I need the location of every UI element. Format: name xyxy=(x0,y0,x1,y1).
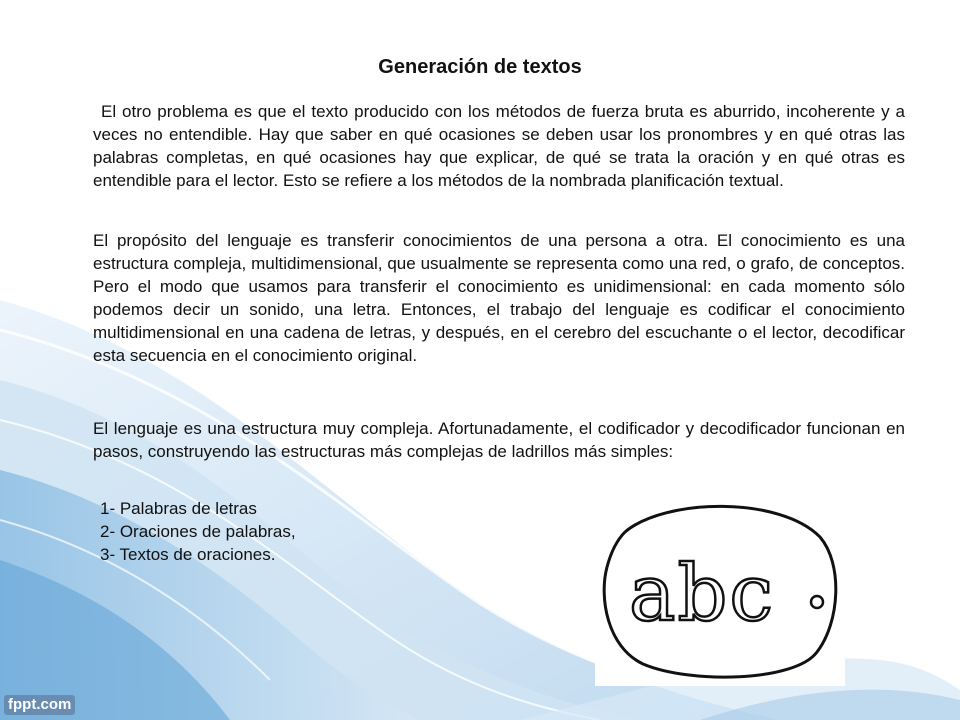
slide-title: Generación de textos xyxy=(378,56,582,78)
abc-text: abc xyxy=(629,549,776,639)
list-item: 1- Palabras de letras xyxy=(100,499,257,518)
paragraph-2: El propósito del lenguaje es transferir conocimientos de una persona a otra. El conocimiento es una estructura compleja, multidimensional, que usualmente se representa como una red, o grafo, de conceptos. Pero el modo que usamos para transferir el conocimiento es unidimensional: en cada momento sólo podemos decir un sonido, una letra. Entonces, el trabajo del lenguaje es codificar el conocimiento multidimensional en una cadena de letras, y después, en el cerebro del escuchante o el lector, decodificar esta secuencia en el conocimiento original. xyxy=(93,231,905,365)
fppt-watermark: fppt.com xyxy=(4,695,75,715)
abc-drawing xyxy=(595,492,845,686)
list-item: 2- Oraciones de palabras, xyxy=(100,522,296,541)
steps-list xyxy=(100,497,296,566)
paragraph-1: El otro problema es que el texto producido con los métodos de fuerza bruta es aburrido, incoherente y a veces no entendible. Hay que saber en qué ocasiones se deben usar los pronombres y en qué otras las palabras completas, en qué ocasiones hay que explicar, de qué se trata la oración y en qué otras es entendible para el lector. Esto se refiere a los métodos de la nombrada planificación textual. xyxy=(93,102,905,190)
list-item: 3- Textos de oraciones. xyxy=(100,545,276,564)
paragraph-3: El lenguaje es una estructura muy compleja. Afortunadamente, el codificador y decodificador funcionan en pasos, construyendo las estructuras más complejas de ladrillos más simples: xyxy=(93,419,905,461)
